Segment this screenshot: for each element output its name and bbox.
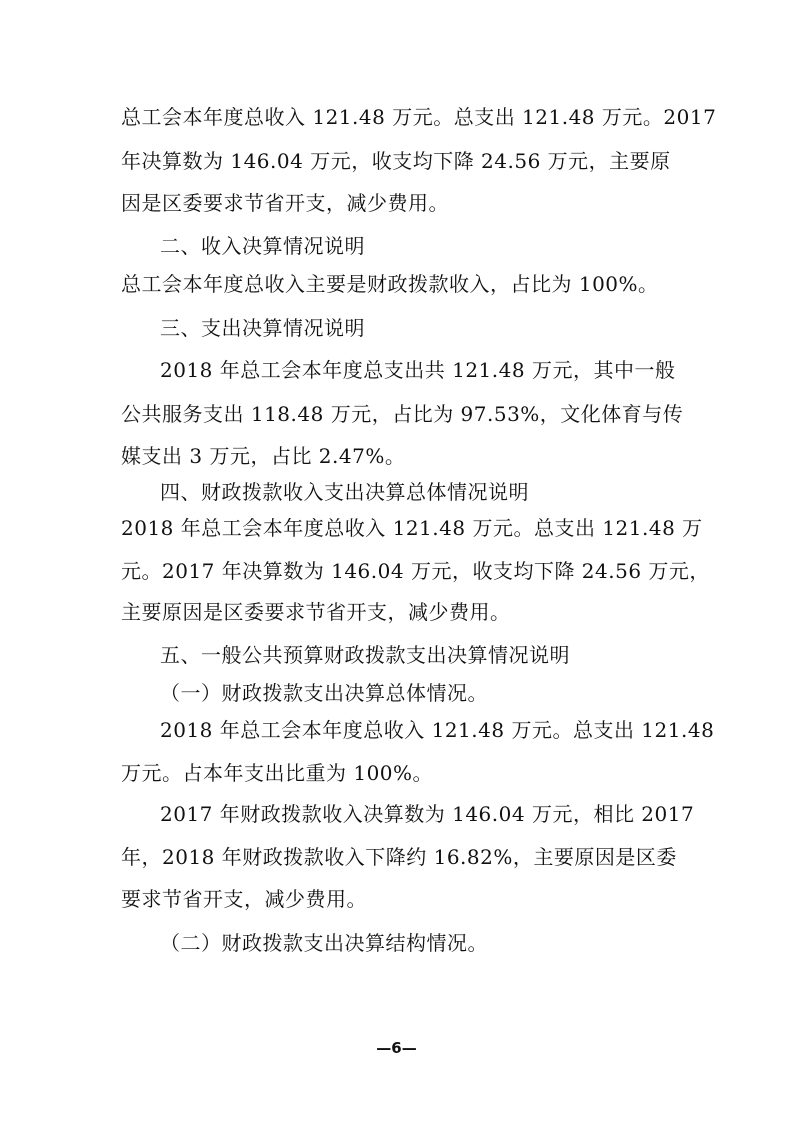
section-heading-5: 五、一般公共预算财政拨款支出决算情况说明 — [160, 643, 570, 667]
section-3-line-2: 公共服务支出 118.48 万元，占比为 97.53%，文化体育与传 — [121, 402, 684, 426]
subsection-heading-2: （二）财政拨款支出决算结构情况。 — [160, 931, 488, 955]
section-heading-3: 三、支出决算情况说明 — [160, 316, 365, 340]
subsection-1-line-2: 万元。占本年支出比重为 100%。 — [121, 761, 434, 785]
section-3-line-3: 媒支出 3 万元，占比 2.47%。 — [121, 444, 406, 468]
section-3-line-1: 2018 年总工会本年度总支出共 121.48 万元，其中一般 — [160, 358, 676, 382]
paragraph-1-line-3: 因是区委要求节省开支，减少费用。 — [121, 191, 449, 215]
section-4-line-2: 元。2017 年决算数为 146.04 万元，收支均下降 24.56 万元， — [121, 559, 710, 583]
subsection-1-line-3: 2017 年财政拨款收入决算数为 146.04 万元，相比 2017 — [160, 802, 695, 826]
section-heading-2: 二、收入决算情况说明 — [160, 234, 365, 258]
section-heading-4: 四、财政拨款收入支出决算总体情况说明 — [160, 480, 529, 504]
subsection-1-line-5: 要求节省开支，减少费用。 — [121, 887, 367, 911]
paragraph-1-line-2: 年决算数为 146.04 万元，收支均下降 24.56 万元，主要原 — [121, 149, 671, 173]
subsection-1-line-4: 年，2018 年财政拨款收入下降约 16.82%，主要原因是区委 — [121, 845, 677, 869]
page-number: —6— — [376, 1039, 417, 1057]
section-2-text: 总工会本年度总收入主要是财政拨款收入，占比为 100%。 — [121, 272, 659, 296]
subsection-1-line-1: 2018 年总工会本年度总收入 121.48 万元。总支出 121.48 — [160, 718, 715, 742]
section-4-line-1: 2018 年总工会本年度总收入 121.48 万元。总支出 121.48 万 — [121, 516, 703, 540]
section-4-line-3: 主要原因是区委要求节省开支，减少费用。 — [121, 600, 511, 624]
subsection-heading-1: （一）财政拨款支出决算总体情况。 — [160, 681, 488, 705]
paragraph-1-line-1: 总工会本年度总收入 121.48 万元。总支出 121.48 万元。2017 — [121, 105, 717, 129]
